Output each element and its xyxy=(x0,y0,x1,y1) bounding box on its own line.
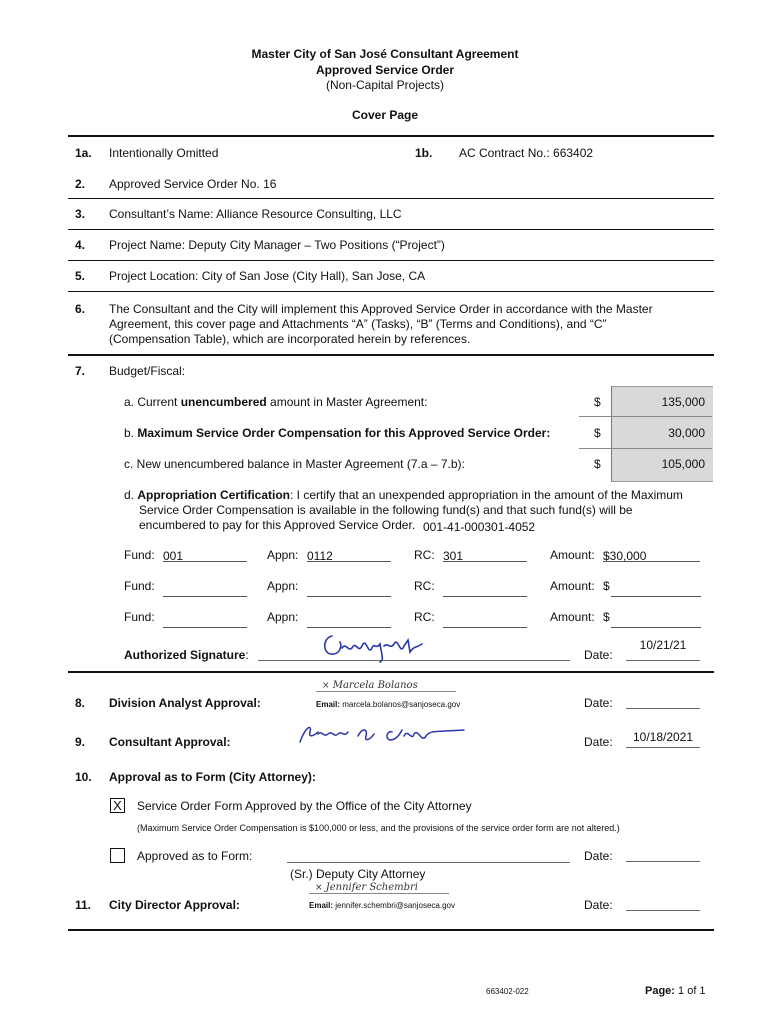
date-line[interactable] xyxy=(626,747,700,748)
authorized-signature-image xyxy=(318,626,428,664)
budget-c-label: c. New unencumbered balance in Master Agreement (7.a – 7.b): xyxy=(124,457,465,471)
approved-by-attorney-text: Service Order Form Approved by the Office of the City Attorney xyxy=(137,799,472,813)
divider xyxy=(68,260,714,261)
director-signature-image: × Jennifer Schembri xyxy=(315,882,418,893)
amount-field[interactable] xyxy=(611,584,701,597)
document-code: 663402-022 xyxy=(486,987,529,996)
item-number: 4. xyxy=(75,238,86,252)
date-label: Date: xyxy=(584,735,613,749)
fund-field[interactable] xyxy=(163,615,247,628)
amount-label: Amount: xyxy=(550,579,595,593)
budget-b-value: 30,000 xyxy=(668,426,705,440)
divider xyxy=(68,198,714,199)
item-number: 6. xyxy=(75,302,86,316)
date-label: Date: xyxy=(584,648,613,662)
budget-c-value: 105,000 xyxy=(661,457,705,471)
service-order-number: Approved Service Order No. 16 xyxy=(109,177,277,191)
item-number: 8. xyxy=(75,696,86,710)
divider xyxy=(68,671,714,673)
authorized-date: 10/21/21 xyxy=(639,638,687,652)
date-label: Date: xyxy=(584,849,613,863)
item-number: 7. xyxy=(75,364,86,378)
date-label: Date: xyxy=(584,696,613,710)
item-number: 10. xyxy=(75,770,92,784)
amount-label: Amount: xyxy=(550,548,595,562)
project-location: Project Location: City of San Jose (City Hall), San Jose, CA xyxy=(109,269,426,283)
rc-field[interactable] xyxy=(443,615,527,628)
approved-by-attorney-checkbox[interactable]: X xyxy=(110,798,125,813)
appropriation-line3: encumbered to pay for this Approved Service Order. xyxy=(139,518,416,532)
item-number: 9. xyxy=(75,735,86,749)
appn-field[interactable] xyxy=(307,584,391,597)
analyst-email: Email: marcela.bolanos@sanjoseca.gov xyxy=(316,700,461,709)
amount-currency: $ xyxy=(603,610,610,624)
amount-field[interactable]: $30,000 xyxy=(603,549,700,562)
budget-b-label: b. Maximum Service Order Compensation for this Approved Service Order: xyxy=(124,426,551,440)
item-1a-text: Intentionally Omitted xyxy=(109,146,219,160)
appropriation-line1: d. Appropriation Certification: I certify that an unexpended appropriation in the amount of the Maximum xyxy=(124,488,683,502)
rc-field[interactable]: 301 xyxy=(443,549,527,562)
city-director-label: City Director Approval: xyxy=(109,898,240,912)
project-name: Project Name: Deputy City Manager – Two Positions (“Project”) xyxy=(109,238,445,252)
rc-label: RC: xyxy=(414,610,435,624)
item-number: 5. xyxy=(75,269,86,283)
director-email: Email: jennifer.schembri@sanjoseca.gov xyxy=(309,901,455,910)
currency-sign: $ xyxy=(594,426,601,440)
item-number: 1a. xyxy=(75,146,92,160)
item-number: 1b. xyxy=(415,146,433,160)
divider xyxy=(68,229,714,230)
appropriation-code: 001-41-000301-4052 xyxy=(423,520,536,534)
title-line1: Master City of San José Consultant Agreement xyxy=(251,47,519,61)
currency-sign: $ xyxy=(594,457,601,471)
item-number: 3. xyxy=(75,207,86,221)
appropriation-line2: Service Order Compensation is available in the following fund(s) and that such fund(s) will be xyxy=(139,503,633,517)
approved-as-to-form-checkbox[interactable] xyxy=(110,848,125,863)
cover-page-title: Cover Page xyxy=(351,108,419,122)
division-analyst-label: Division Analyst Approval: xyxy=(109,696,261,710)
appn-label: Appn: xyxy=(267,610,299,624)
deputy-city-attorney-label: (Sr.) Deputy City Attorney xyxy=(290,867,426,881)
amount-label: Amount: xyxy=(550,610,595,624)
fund-label: Fund: xyxy=(124,548,155,562)
approved-as-to-form-text: Approved as to Form: xyxy=(137,849,253,863)
analyst-signature-image: × Marcela Bolanos xyxy=(322,680,418,691)
signature-line[interactable] xyxy=(287,862,570,863)
contract-number: AC Contract No.: 663402 xyxy=(459,146,594,160)
item-number: 11. xyxy=(75,898,92,912)
fund-label: Fund: xyxy=(124,579,155,593)
budget-heading: Budget/Fiscal: xyxy=(109,364,186,378)
implementation-text-2: Agreement, this cover page and Attachments “A” (Tasks), “B” (Terms and Conditions), and “C” xyxy=(109,317,607,331)
appn-label: Appn: xyxy=(267,579,299,593)
appn-label: Appn: xyxy=(267,548,299,562)
consultant-approval-label: Consultant Approval: xyxy=(109,735,231,749)
divider xyxy=(579,416,712,417)
item-number: 2. xyxy=(75,177,86,191)
attorney-note: (Maximum Service Order Compensation is $100,000 or less, and the provisions of the service order form are not altered.) xyxy=(137,823,620,833)
rc-field[interactable] xyxy=(443,584,527,597)
title-line3: (Non-Capital Projects) xyxy=(325,78,445,92)
divider xyxy=(68,291,714,292)
city-attorney-label: Approval as to Form (City Attorney): xyxy=(109,770,316,784)
rc-label: RC: xyxy=(414,579,435,593)
budget-a-label: a. Current unencumbered amount in Master Agreement: xyxy=(124,395,428,409)
currency-sign: $ xyxy=(594,395,601,409)
amount-field[interactable] xyxy=(611,615,701,628)
fund-field[interactable]: 001 xyxy=(163,549,247,562)
rc-label: RC: xyxy=(414,548,435,562)
divider xyxy=(68,354,714,356)
date-line[interactable] xyxy=(626,708,700,709)
divider xyxy=(579,448,712,449)
budget-a-value: 135,000 xyxy=(661,395,705,409)
amount-currency: $ xyxy=(603,579,610,593)
divider xyxy=(68,135,714,137)
page-indicator: Page: 1 of 1 xyxy=(645,985,706,997)
fund-label: Fund: xyxy=(124,610,155,624)
consultant-name: Consultant’s Name: Alliance Resource Consulting, LLC xyxy=(109,207,402,221)
authorized-signature-label: Authorized Signature: xyxy=(124,648,249,662)
date-line[interactable] xyxy=(626,660,700,661)
divider xyxy=(68,929,714,931)
consultant-date: 10/18/2021 xyxy=(632,730,694,744)
signature-line xyxy=(316,691,456,692)
date-line[interactable] xyxy=(626,861,700,862)
implementation-text-3: (Compensation Table), which are incorporated herein by references. xyxy=(109,332,471,346)
implementation-text-1: The Consultant and the City will implement this Approved Service Order in accordance with the Master xyxy=(109,302,653,316)
date-line[interactable] xyxy=(626,910,700,911)
appn-field[interactable]: 0112 xyxy=(307,549,391,562)
signature-line xyxy=(309,893,449,894)
title-line2: Approved Service Order xyxy=(315,63,455,77)
fund-field[interactable] xyxy=(163,584,247,597)
consultant-signature-image xyxy=(296,720,466,750)
date-label: Date: xyxy=(584,898,613,912)
